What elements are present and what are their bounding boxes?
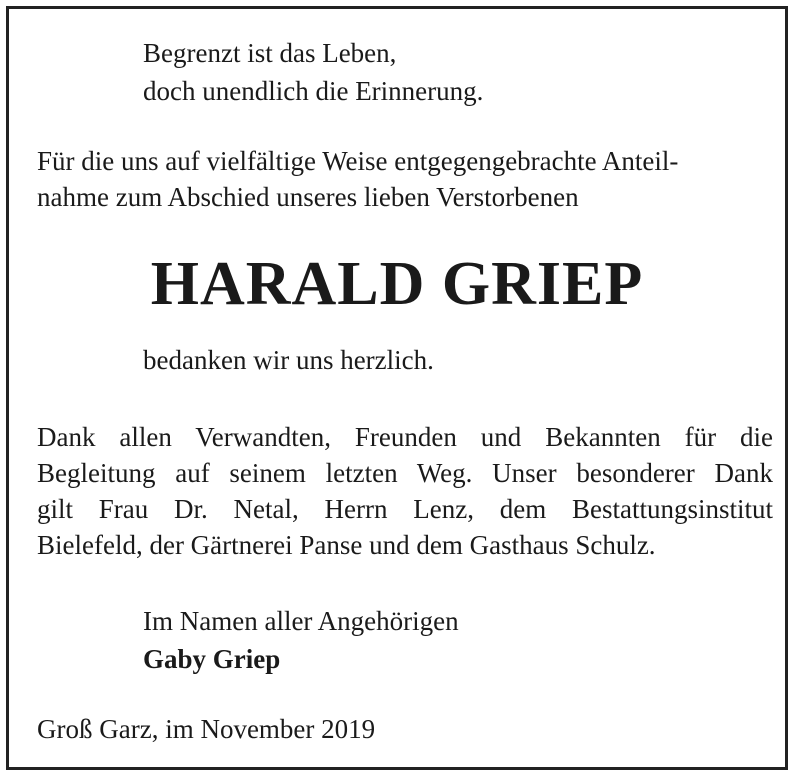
quote-line-1: Begrenzt ist das Leben, <box>143 38 397 68</box>
deceased-name: HARALD GRIEP <box>150 250 644 318</box>
signature-name: Gaby Griep <box>143 644 281 674</box>
intro-line-2: nahme zum Abschied unseres lieben Verstorbenen <box>37 182 579 212</box>
quote-line-2: doch unendlich die Erinnerung. <box>143 76 484 106</box>
body-paragraph <box>37 419 773 563</box>
body-line-1: Dank allen Verwandten, Freunden und Bekannten für die <box>37 422 773 452</box>
signature-on-behalf: Im Namen aller Angehörigen <box>143 606 459 636</box>
body-line-3: gilt Frau Dr. Netal, Herrn Lenz, dem Bestattungsinstitut <box>37 494 773 524</box>
body-line-2: Begleitung auf seinem letzten Weg. Unser besonderer Dank <box>37 458 773 488</box>
place-date: Groß Garz, im November 2019 <box>37 714 376 744</box>
thanks-line: bedanken wir uns herzlich. <box>143 345 434 375</box>
body-line-4: Bielefeld, der Gärtnerei Panse und dem Gasthaus Schulz. <box>37 530 656 560</box>
intro-line-1: Für die uns auf vielfältige Weise entgegengebrachte Anteil- <box>37 146 679 176</box>
obituary-notice <box>6 6 788 770</box>
